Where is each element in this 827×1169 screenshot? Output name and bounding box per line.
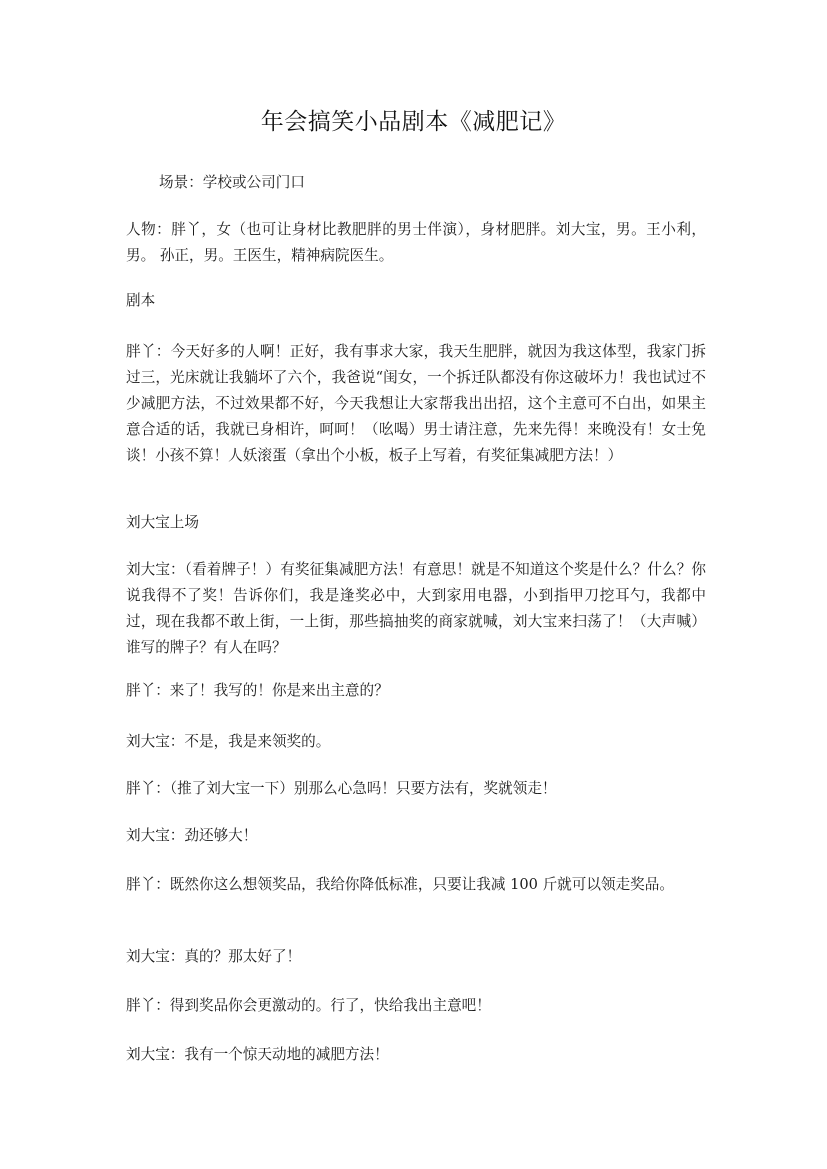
dialogue-paragraph: 刘大宝：（看着牌子！）有奖征集减肥方法！有意思！就是不知道这个奖是什么？什么？你说我得不了奖！告诉你们，我是逢奖必中，大到家用电器，小到指甲刀挖耳勺，我都中过，现在我都不敢上街，一上街，那些搞抽奖的商家就喊，刘大宝来扫荡了！（大声喊）谁写的牌子？有人在吗？ (126, 561, 706, 656)
dialogue-paragraph: 刘大宝：不是，我是来领奖的。 (126, 733, 331, 750)
dialogue-paragraph: 刘大宝：我有一个惊天动地的减肥方法！ (126, 1046, 389, 1063)
characters-paragraph: 人物：胖丫，女（也可让身材比教肥胖的男士伴演），身材肥胖。刘大宝，男。王小利，男。 孙正，男。王医生，精神病院医生。 (126, 221, 706, 264)
dialogue-paragraph: 胖丫：今天好多的人啊！正好，我有事求大家，我天生肥胖，就因为我这体型，我家门拆过三，光床就让我躺坏了六个，我爸说“闺女，一个拆迁队都没有你这破坏力！我也试过不少减肥方法，不过效果都不好，今天我想让大家帮我出出招，这个主意可不白出，如果主意合适的话，我就已身相许，呵呵！（吆喝）男士请注意，先来先得！来晚没有！女士免谈！小孩不算！人妖滚蛋（拿出个小板，板子上写着，有奖征集减肥方法！） (126, 343, 706, 464)
dialogue-paragraph: 胖丫：来了！我写的！你是来出主意的？ (126, 682, 389, 699)
script-heading: 剧本 (126, 292, 156, 309)
dialogue-paragraph: 胖丫：（推了刘大宝一下）别那么心急吗！只要方法有，奖就领走！ (126, 780, 557, 797)
scene-paragraph: 场景：学校或公司门口 (159, 174, 305, 191)
dialogue-paragraph: 胖丫：既然你这么想领奖品，我给你降低标准，只要让我减 100 斤就可以领走奖品。 (126, 876, 674, 893)
dialogue-paragraph: 胖丫：得到奖品你会更激动的。行了，快给我出主意吧！ (126, 997, 491, 1014)
dialogue-paragraph: 刘大宝：真的？那太好了！ (126, 948, 302, 965)
document-title: 年会搞笑小品剧本《减肥记》 (260, 109, 567, 135)
dialogue-paragraph: 刘大宝：劲还够大！ (126, 827, 258, 844)
stage-direction-paragraph: 刘大宝上场 (126, 514, 199, 531)
